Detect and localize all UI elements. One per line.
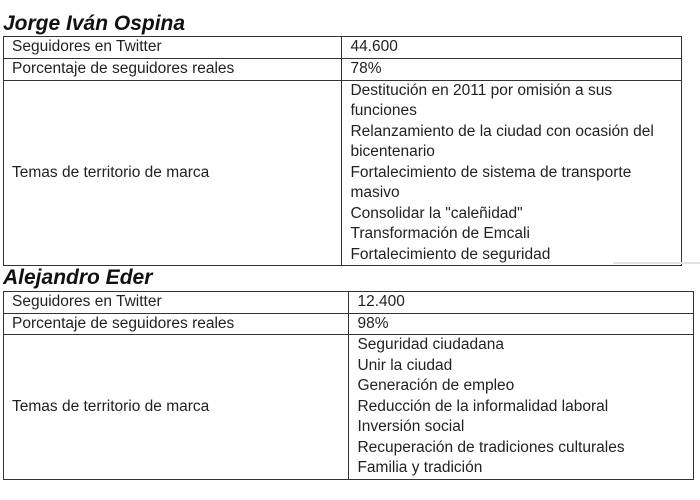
topic-item: Inversión social: [357, 418, 465, 435]
topic-item: Familia y tradición: [357, 459, 483, 476]
table-row-topics: [4, 80, 682, 266]
divider-line: [613, 262, 700, 264]
table-row-topics: [4, 335, 694, 480]
topic-item: Transformación de Emcali: [350, 225, 530, 242]
real-followers-label: Porcentaje de seguidores reales: [4, 313, 349, 335]
topic-item: Fortalecimiento de seguridad: [350, 245, 551, 263]
followers-value: 12.400: [349, 292, 694, 314]
followers-label: Seguidores en Twitter: [4, 292, 349, 314]
topic-item: Seguridad ciudadana: [357, 336, 504, 353]
followers-label: Seguidores en Twitter: [4, 37, 342, 59]
topic-item: Relanzamiento de la ciudad con ocasión del: [350, 122, 654, 140]
topic-item: Destitución en 2011 por omisión a sus: [350, 81, 613, 99]
topic-item: Generación de empleo: [357, 377, 515, 394]
profile-table-eder: [3, 291, 694, 480]
topics-label: Temas de territorio de marca: [4, 335, 349, 480]
profile-table-ospina: [3, 36, 682, 266]
table-row-followers: [4, 37, 682, 59]
table-row-real-followers: [4, 313, 694, 335]
topic-item: Consolidar la "caleñidad": [350, 204, 523, 222]
topic-item: Fortalecimiento de sistema de transporte: [350, 163, 632, 181]
profile-heading-ospina: Jorge Iván Ospina: [3, 12, 186, 35]
topics-list: [342, 80, 682, 266]
topic-item: bicentenario: [350, 143, 435, 160]
table-row-followers: [4, 292, 694, 314]
real-followers-label: Porcentaje de seguidores reales: [4, 59, 342, 81]
topic-item: Reducción de la informalidad laboral: [357, 397, 609, 415]
topic-item: masivo: [350, 184, 400, 201]
real-followers-value: 98%: [349, 313, 694, 335]
topics-label: Temas de territorio de marca: [4, 80, 342, 266]
topic-item: funciones: [350, 102, 417, 119]
real-followers-value: 78%: [342, 59, 682, 81]
table-row-real-followers: [4, 59, 682, 81]
followers-value: 44.600: [342, 37, 682, 59]
topic-item: Recuperación de tradiciones culturales: [357, 438, 625, 456]
topics-list: [349, 335, 694, 480]
profile-heading-eder: Alejandro Eder: [3, 266, 153, 289]
topic-item: Unir la ciudad: [357, 356, 453, 374]
